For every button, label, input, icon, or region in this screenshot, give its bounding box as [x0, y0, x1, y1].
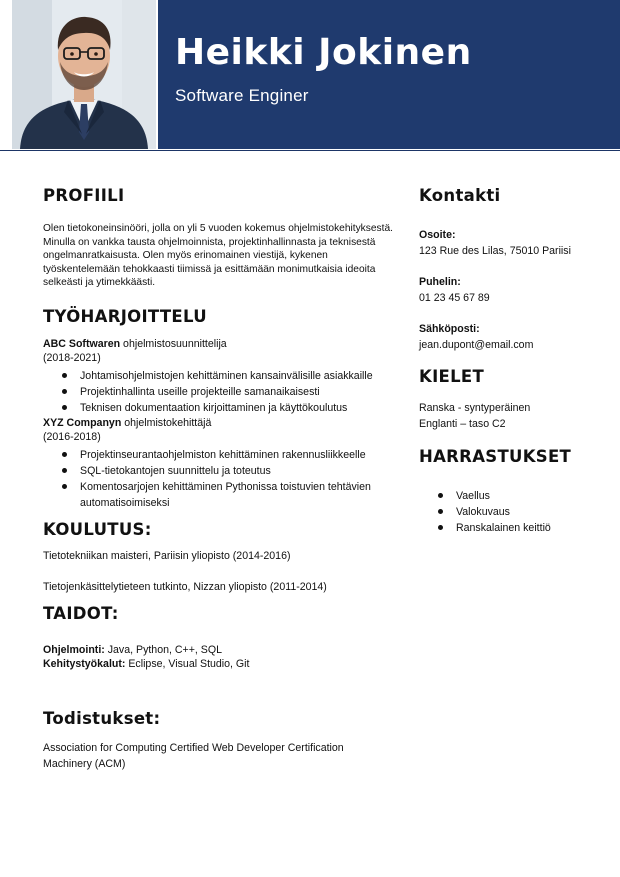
- list-item: Komentosarjojen kehittäminen Pythonissa toistuvien tehtävien automatisoimiseksi: [43, 479, 403, 511]
- experience-heading: TYÖHARJOITTELU: [43, 306, 207, 326]
- job-bullets: [43, 447, 403, 511]
- address-value: 123 Rue des Lilas, 75010 Pariisi: [419, 245, 571, 257]
- job-company: ABC Softwaren: [43, 337, 121, 350]
- contact-heading: Kontakti: [419, 186, 501, 205]
- list-item: Projektinhallinta useille projekteille samanaikaisesti: [43, 384, 403, 400]
- language-item: Englanti – taso C2: [419, 418, 506, 430]
- list-item: Vaellus: [419, 488, 609, 504]
- address-label: Osoite:: [419, 229, 456, 241]
- left-column: [43, 186, 403, 772]
- language-item: Ranska - syntyperäinen: [419, 402, 531, 414]
- phone-label: Puhelin:: [419, 276, 461, 288]
- person-name: Heikki Jokinen: [175, 32, 472, 73]
- skill-item: [43, 657, 403, 671]
- profile-text: Olen tietokoneinsinööri, jolla on yli 5 vuoden kokemus ohjelmistokehityksestä. Minulla on vankka tausta ohjelmoinnista, projektinhallinnasta ja teknisestä ongelmanratkaisusta. Olen myös erinomainen viestijä, kykenen työskentelemään tehokkaasti tiimissä ja esittämään monimutkaisia ideoita selkeästi ja ytimekkäästi.: [43, 223, 393, 289]
- job-bullets: [43, 368, 403, 416]
- job-period: (2016-2018): [43, 430, 101, 443]
- email-label: Sähköposti:: [419, 323, 480, 335]
- job-entry: [43, 416, 403, 511]
- education-item: Tietotekniikan maisteri, Pariisin yliopisto (2014-2016): [43, 549, 291, 562]
- skill-value: Java, Python, C++, SQL: [104, 643, 222, 656]
- skills-heading: TAIDOT:: [43, 603, 119, 623]
- job-role: ohjelmistosuunnittelija: [120, 337, 227, 350]
- certification-text: Association for Computing Certified Web Developer Certification Machinery (ACM): [43, 741, 344, 770]
- list-item: Teknisen dokumentaation kirjoittaminen ja käyttökoulutus: [43, 400, 403, 416]
- list-item: Johtamisohjelmistojen kehittäminen kansainvälisille asiakkaille: [43, 368, 403, 384]
- skill-label: Ohjelmointi:: [43, 643, 105, 656]
- hobbies-heading: HARRASTUKSET: [419, 447, 572, 466]
- hobbies-list: [419, 488, 609, 536]
- profile-photo: [12, 0, 156, 149]
- job-title-line: [43, 416, 403, 430]
- languages-heading: KIELET: [419, 367, 485, 386]
- list-item: Projektinseurantaohjelmiston kehittäminen rakennusliikkeelle: [43, 447, 403, 463]
- list-item: SQL-tietokantojen suunnittelu ja toteutus: [43, 463, 403, 479]
- list-item: Valokuvaus: [419, 504, 609, 520]
- email-value: jean.dupont@email.com: [419, 339, 534, 351]
- person-title: Software Enginer: [175, 86, 309, 105]
- job-company: XYZ Companyn: [43, 416, 122, 429]
- certifications-heading: Todistukset:: [43, 708, 161, 728]
- resume-header: [0, 0, 620, 151]
- header-band: [158, 0, 620, 149]
- job-entry: [43, 337, 403, 416]
- job-role: ohjelmistokehittäjä: [121, 416, 212, 429]
- job-title-line: [43, 337, 403, 351]
- education-heading: KOULUTUS:: [43, 519, 152, 539]
- list-item: Ranskalainen keittiö: [419, 520, 609, 536]
- education-item: Tietojenkäsittelytieteen tutkinto, Nizzan yliopisto (2011-2014): [43, 580, 327, 593]
- phone-value: 01 23 45 67 89: [419, 292, 490, 304]
- job-period: (2018-2021): [43, 351, 101, 364]
- person-portrait-icon: [12, 0, 156, 149]
- profile-heading: PROFIILI: [43, 186, 125, 205]
- skill-value: Eclipse, Visual Studio, Git: [125, 657, 250, 670]
- skill-item: [43, 643, 403, 657]
- skill-label: Kehitystyökalut:: [43, 657, 126, 670]
- right-column: [419, 186, 609, 536]
